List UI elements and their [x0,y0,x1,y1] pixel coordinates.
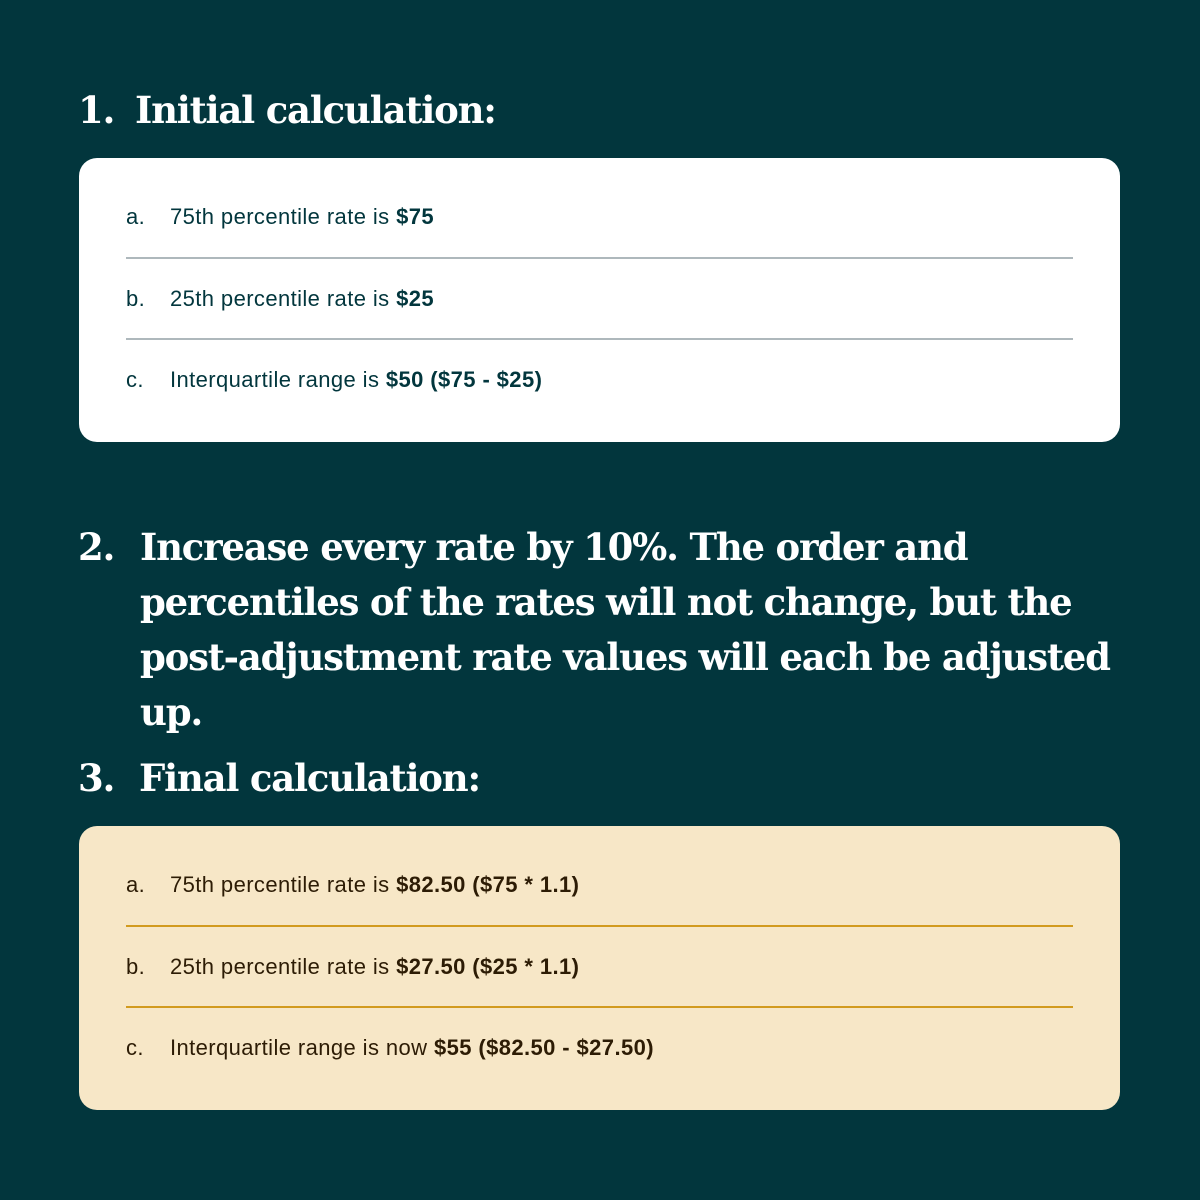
item-text: Interquartile range is now $55 ($82.50 - $27.50) [170,1034,654,1060]
list-item [126,1006,1073,1087]
step-2-number: 2. [78,525,115,569]
item-value: $82.50 ($75 * 1.1) [396,871,580,897]
item-text: 75th percentile rate is $75 [170,203,434,229]
item-letter: b. [126,953,146,979]
list-item [126,338,1073,419]
initial-calculation-card [79,158,1120,442]
item-text: Interquartile range is $50 ($75 - $25) [170,366,543,392]
step-3-title: Final calculation: [139,756,480,800]
item-letter: c. [126,1034,144,1060]
step-2-heading [78,520,1138,740]
step-1-heading [78,86,496,134]
item-value: $50 ($75 - $25) [385,366,543,392]
list-item [126,257,1073,338]
step-3-heading [78,754,480,802]
list-item [126,176,1073,257]
step-2-title: Increase every rate by 10%. The order and percentiles of the rates will not change, but the post-adjustment rate values will each be adjusted up. [140,525,1110,734]
list-item [126,844,1073,925]
item-letter: a. [126,871,146,897]
item-value: $55 ($82.50 - $27.50) [433,1034,654,1060]
item-value: $25 [396,285,434,311]
step-3-number: 3. [78,756,115,800]
item-letter: c. [126,366,144,392]
item-text: 25th percentile rate is $25 [170,285,434,311]
list-item [126,925,1073,1006]
final-calculation-card [79,826,1120,1110]
step-1-number: 1. [78,88,115,132]
item-letter: b. [126,285,146,311]
step-1-title: Initial calculation: [135,88,496,132]
item-text: 25th percentile rate is $27.50 ($25 * 1.1) [170,953,580,979]
item-text: 75th percentile rate is $82.50 ($75 * 1.1) [170,871,580,897]
item-letter: a. [126,203,146,229]
item-value: $75 [396,203,434,229]
item-value: $27.50 ($25 * 1.1) [396,953,580,979]
